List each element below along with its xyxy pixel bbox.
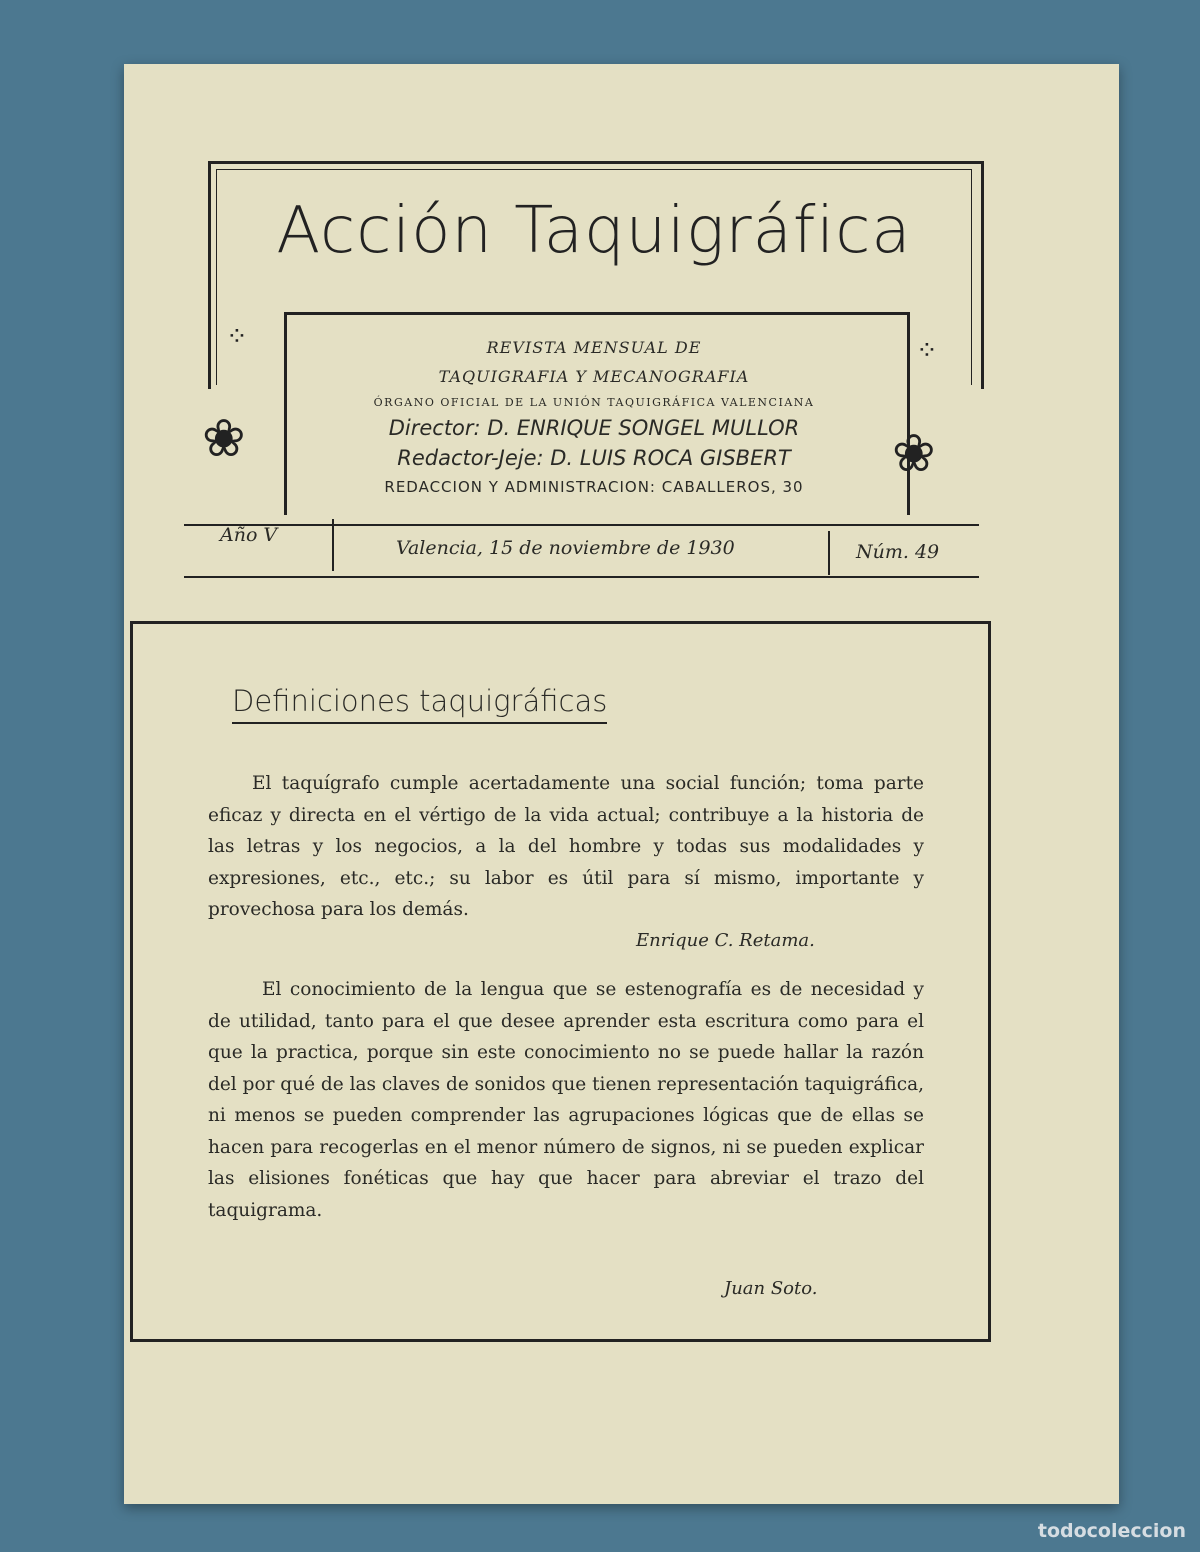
flower-ornament-icon: ❀ — [892, 424, 936, 484]
article-heading: Definiciones taquigráficas — [232, 684, 607, 724]
definition-text: El taquígrafo cumple acertadamente una social función; toma parte eficaz y directa en el vértigo de la vida actual; contribuye a la historia de las letras y los negocios, a la del hombre y todas sus modalidades y expresiones, etc., etc.; su labor es útil para sí mismo, importante y provechosa para los demás. — [208, 773, 924, 920]
subtitle-topics: TAQUIGRAFIA Y MECANOGRAFIA — [438, 367, 750, 386]
address-line: REDACCION Y ADMINISTRACION: CABALLEROS, 30 — [384, 478, 804, 496]
official-organ: ÓRGANO OFICIAL DE LA UNIÓN TAQUIGRÁFICA VALENCIANA — [373, 396, 815, 409]
editor-line: Redactor-Jeje: D. LUIS ROCA GISBERT — [397, 446, 791, 470]
issue-year: Año V — [220, 524, 278, 546]
divider — [184, 524, 979, 526]
issue-number: Núm. 49 — [856, 541, 940, 563]
divider — [332, 519, 334, 571]
magazine-page — [124, 64, 1119, 1504]
ornament-dots-icon: ⁘ — [916, 336, 938, 366]
definition-author: Juan Soto. — [724, 1278, 818, 1299]
director-line: Director: D. ENRIQUE SONGEL MULLOR — [388, 416, 800, 440]
magazine-title: Acción Taquigráfica — [276, 194, 912, 268]
definition-author: Enrique C. Retama. — [636, 930, 815, 951]
divider — [184, 576, 979, 578]
flower-ornament-icon: ❀ — [202, 409, 246, 469]
watermark-logo: todocoleccion — [1037, 1520, 1186, 1542]
definition-text: El conocimiento de la lengua que se estenografía es de necesidad y de utilidad, tanto para el que desee aprender esta escritura como para el que la practica, porque sin este conocimiento no se puede hallar la razón del por qué de las claves de sonidos que tienen representación taquigráfica, ni menos se pueden comprender las agrupaciones lógicas que de ellas se hacen para recogerlas en el menor número de signos, ni se pueden explicar las elisiones fonéticas que hay que hacer para abreviar el trazo del taquigrama. — [208, 979, 924, 1221]
issue-date: Valencia, 15 de noviembre de 1930 — [396, 537, 735, 559]
ornament-dots-icon: ⁘ — [226, 322, 248, 352]
divider — [828, 531, 830, 575]
subtitle-revista: REVISTA MENSUAL DE — [486, 338, 702, 357]
